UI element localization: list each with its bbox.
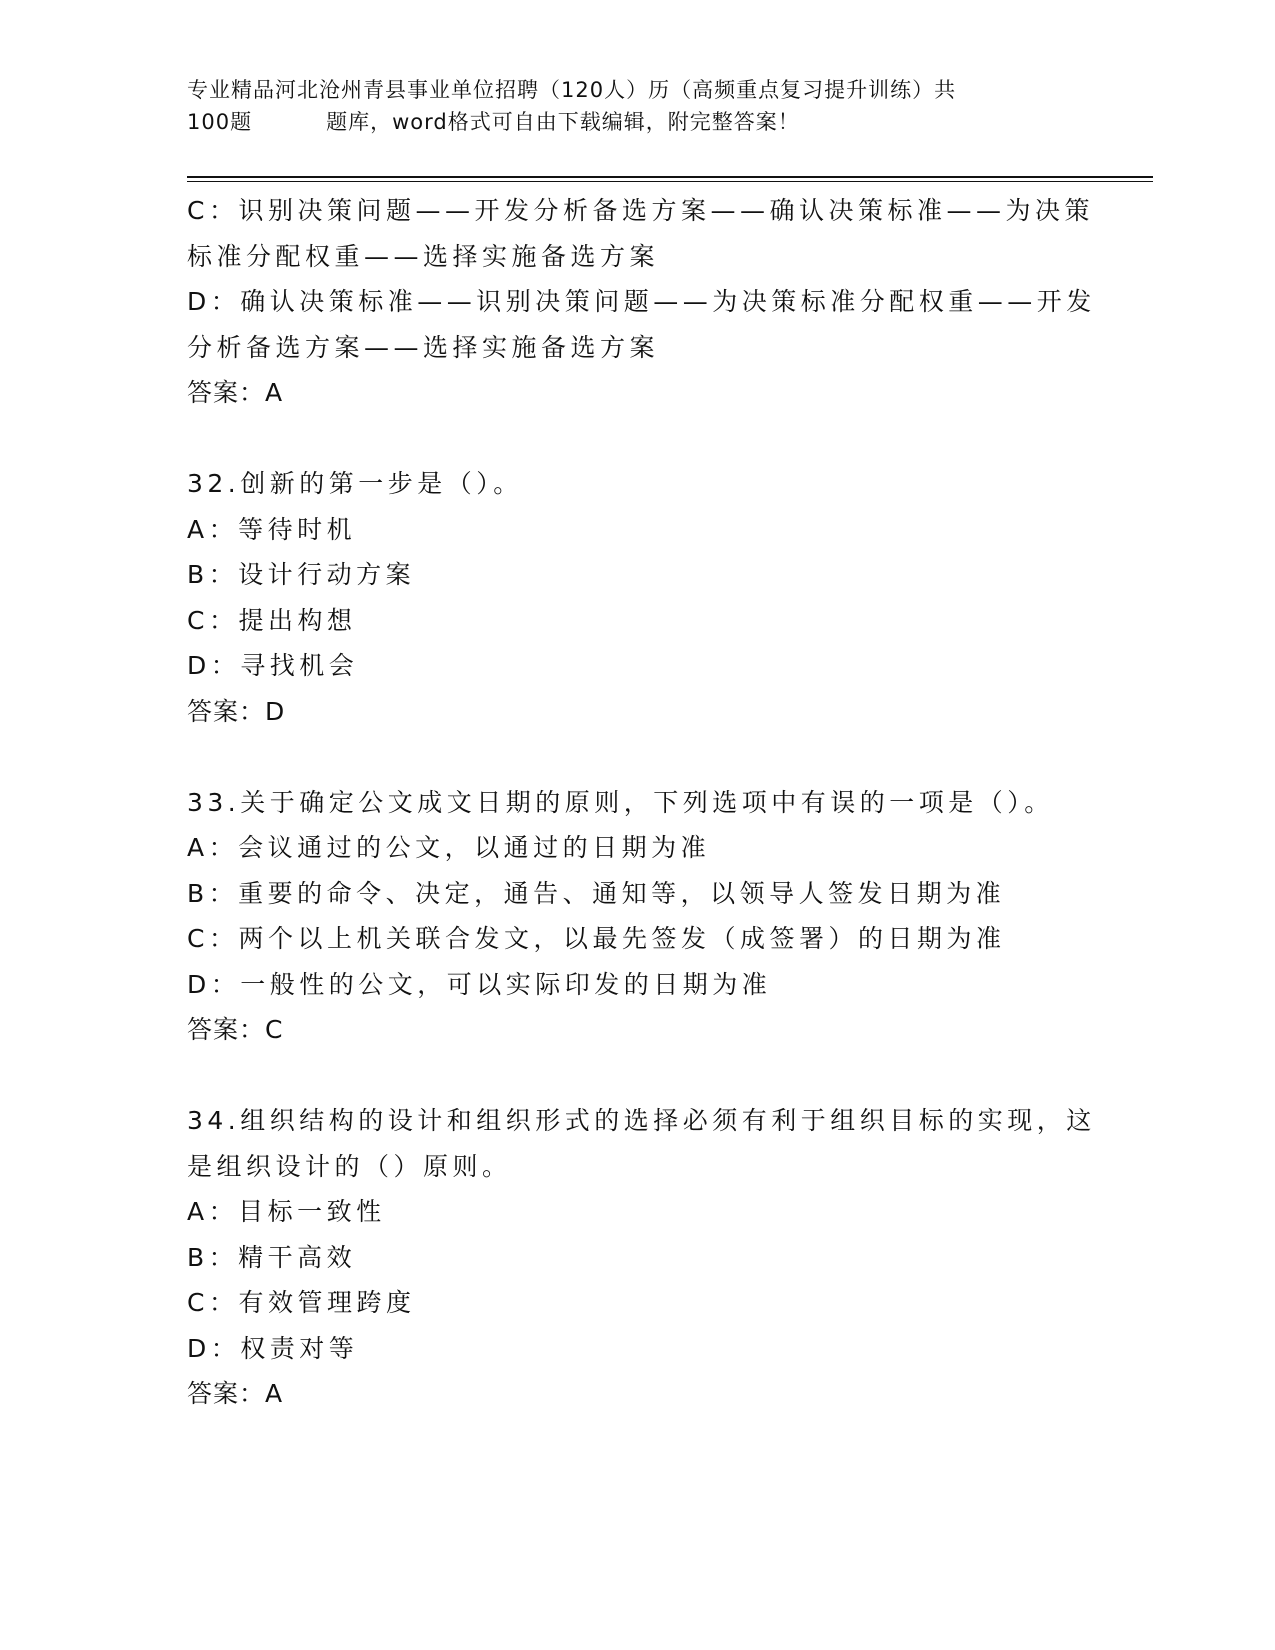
- question-33: [187, 780, 1087, 1053]
- option-b: B：重要的命令、决定，通告、通知等，以领导人签发日期为准: [187, 878, 1006, 908]
- header-rule-thick: [187, 176, 1153, 178]
- option-c: C：有效管理跨度: [187, 1288, 416, 1317]
- question-stem: 33.关于确定公文成文日期的原则，下列选项中有误的一项是（）。: [187, 787, 1054, 817]
- option-b: B：精干高效: [187, 1242, 357, 1272]
- option-c: C：识别决策问题——开发分析备选方案——确认决策标准——为决策: [187, 196, 1094, 225]
- option-a: A：目标一致性: [187, 1197, 386, 1226]
- option-c-continued: 标准分配权重——选择实施备选方案: [187, 241, 660, 271]
- page-header: [187, 74, 1067, 138]
- answer: 答案：C: [187, 1015, 284, 1044]
- option-a: A：等待时机: [187, 514, 357, 544]
- question-content: [187, 188, 1096, 1417]
- question-stem: 34.组织结构的设计和组织形式的选择必须有利于组织目标的实现，这: [187, 1106, 1096, 1135]
- option-d: D：寻找机会: [187, 651, 359, 680]
- question-stem-continued: 是组织设计的（）原则。: [187, 1151, 512, 1181]
- answer: 答案：A: [187, 1379, 284, 1408]
- header-title-line-1: 专业精品河北沧州青县事业单位招聘（120人）历（高频重点复习提升训练）共: [187, 78, 957, 102]
- header-rule-thin: [187, 181, 1153, 182]
- option-c: C：两个以上机关联合发文，以最先签发（成签署）的日期为准: [187, 924, 1006, 953]
- header-title-line-2: [187, 106, 1067, 138]
- answer: 答案：D: [187, 696, 286, 726]
- question-32: [187, 461, 1087, 734]
- question-31-continued: [187, 188, 1096, 416]
- option-d-continued: 分析备选方案——选择实施备选方案: [187, 332, 660, 362]
- option-d: D：权责对等: [187, 1333, 359, 1363]
- option-d: D：确认决策标准——识别决策问题——为决策标准分配权重——开发: [187, 287, 1096, 316]
- header-title-rest: 题库，word格式可自由下载编辑，附完整答案！: [326, 110, 800, 134]
- question-34: [187, 1098, 1096, 1417]
- header-title-count: 100题: [187, 110, 253, 134]
- answer: 答案：A: [187, 378, 284, 407]
- option-d: D：一般性的公文，可以实际印发的日期为准: [187, 969, 772, 999]
- option-b: B：设计行动方案: [187, 560, 416, 589]
- question-stem: 32.创新的第一步是（）。: [187, 469, 523, 498]
- option-a: A：会议通过的公文，以通过的日期为准: [187, 833, 711, 862]
- option-c: C：提出构想: [187, 605, 357, 635]
